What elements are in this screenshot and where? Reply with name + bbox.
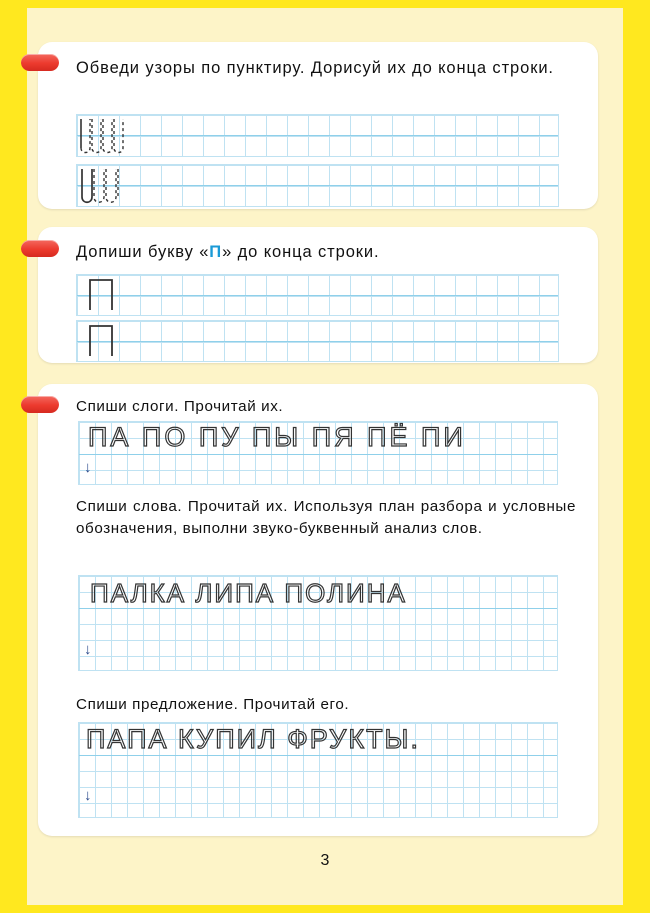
- task-2-card: [38, 227, 598, 363]
- task-3-words-text: ПАЛКА ЛИПА ПОЛИНА: [90, 578, 407, 608]
- task-3-card: [38, 384, 598, 836]
- task-2-bullet: [21, 240, 59, 257]
- task-3-bullet: [21, 396, 59, 413]
- task-3-syllables-text: ПА ПО ПУ ПЫ ПЯ ПЁ ПИ: [88, 422, 466, 452]
- task-3-arrow-1: ↓: [84, 459, 92, 476]
- task-3-sentence-text: ПАПА КУПИЛ ФРУКТЫ.: [86, 724, 420, 754]
- task-2-row-1-grid[interactable]: [76, 274, 559, 316]
- letter-p-glyph-1: [86, 276, 126, 314]
- page-number: 3: [320, 852, 330, 869]
- task-3-arrow-2: ↓: [84, 641, 92, 658]
- task-1-card: [38, 42, 598, 209]
- task-2-instruction: [76, 241, 574, 265]
- task-3-instruction-3: Спиши предложение. Прочитай его.: [76, 696, 350, 713]
- task-2-instruction-before: Допиши букву «: [76, 243, 210, 261]
- task-1-row-2-grid[interactable]: [76, 164, 559, 207]
- task-3-instruction-1: Спиши слоги. Прочитай их.: [76, 398, 284, 415]
- task-1-bullet: [21, 54, 59, 71]
- loop-pattern-icon: [78, 165, 144, 206]
- task-2-target-letter: П: [209, 243, 223, 261]
- task-3-arrow-3: ↓: [84, 787, 92, 804]
- task-3-instruction-2: Спиши слова. Прочитай их. Используя план разбора и условные обозначения, выполни звуко-буквенный анализ слов.: [76, 498, 576, 538]
- task-1-row-1-grid[interactable]: [76, 114, 559, 157]
- task-2-row-2-grid[interactable]: [76, 320, 559, 362]
- zigzag-pattern-icon: [78, 115, 144, 156]
- task-2-instruction-after: » до конца строки.: [222, 243, 380, 261]
- letter-p-glyph-2: [86, 322, 126, 360]
- task-1-instruction: Обведи узоры по пунктиру. Дорисуй их до конца строки.: [76, 59, 554, 77]
